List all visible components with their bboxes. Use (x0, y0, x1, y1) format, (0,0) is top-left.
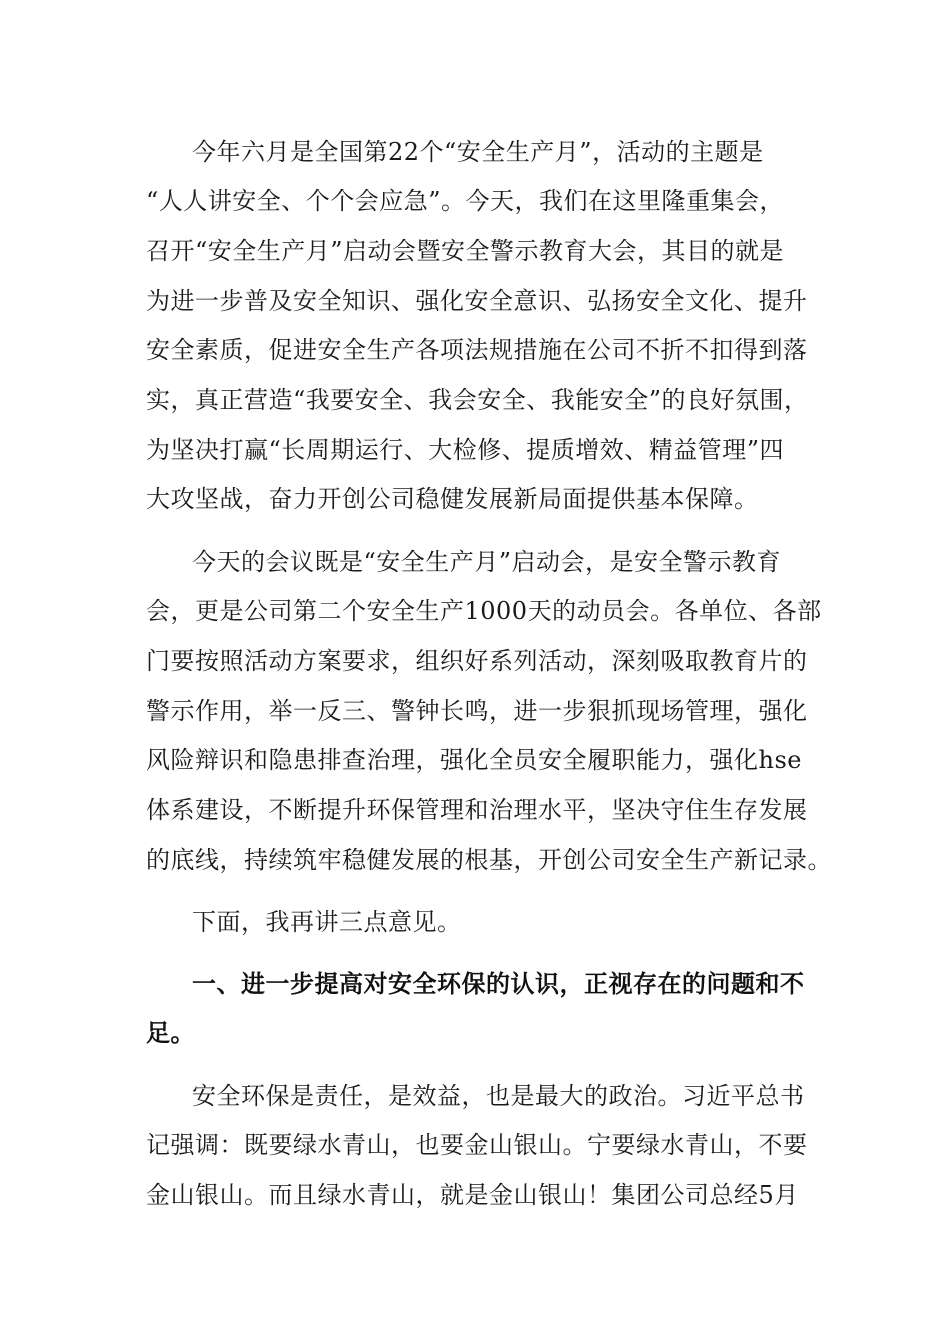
paragraph-1-line-4: 为进一步普及安全知识、强化安全意识、弘扬安全文化、提升 (146, 287, 808, 315)
paragraph-1-line-2: “人人讲安全、个个会应急”。今天，我们在这里隆重集会， (146, 187, 785, 215)
paragraph-1-line-5: 安全素质，促进安全生产各项法规措施在公司不折不扣得到落 (146, 336, 808, 364)
paragraph-1-line-6: 实，真正营造“我要安全、我会安全、我能安全”的良好氛围， (146, 386, 809, 414)
paragraph-5-line-3: 金山银山。而且绿水青山，就是金山银山！集团公司总经5月 (146, 1181, 799, 1209)
paragraph-5-line-2: 记强调：既要绿水青山，也要金山银山。宁要绿水青山，不要 (146, 1131, 808, 1159)
paragraph-1-line-8: 大攻坚战，奋力开创公司稳健发展新局面提供基本保障。 (146, 485, 759, 513)
paragraph-2-line-2: 会，更是公司第二个安全生产1000天的动员会。各单位、各部 (146, 597, 822, 625)
paragraph-2-line-5: 风险辩识和隐患排查治理，强化全员安全履职能力，强化hse (146, 746, 802, 774)
section-heading-line-1: 一、进一步提高对安全环保的认识，正视存在的问题和不 (192, 970, 805, 998)
paragraph-2-line-7: 的底线，持续筑牢稳健发展的根基，开创公司安全生产新记录。 (146, 846, 832, 874)
paragraph-2-line-4: 警示作用，举一反三、警钟长鸣，进一步狠抓现场管理，强化 (146, 697, 808, 725)
paragraph-2-line-3: 门要按照活动方案要求，组织好系列活动，深刻吸取教育片的 (146, 647, 808, 675)
paragraph-1-line-7: 为坚决打赢“长周期运行、大检修、提质增效、精益管理”四 (146, 436, 785, 464)
paragraph-2-line-6: 体系建设，不断提升环保管理和治理水平，坚决守住生存发展 (146, 796, 808, 824)
section-heading-line-2: 足。 (146, 1019, 195, 1047)
paragraph-1-line-1: 今年六月是全国第22个“安全生产月”，活动的主题是 (192, 138, 764, 166)
paragraph-2-line-1: 今天的会议既是“安全生产月”启动会，是安全警示教育 (192, 548, 782, 576)
paragraph-5-line-1: 安全环保是责任，是效益，也是最大的政治。习近平总书 (192, 1082, 805, 1110)
paragraph-1-line-3: 召开“安全生产月”启动会暨安全警示教育大会，其目的就是 (146, 237, 785, 265)
paragraph-3-line-1: 下面，我再讲三点意见。 (192, 908, 462, 936)
